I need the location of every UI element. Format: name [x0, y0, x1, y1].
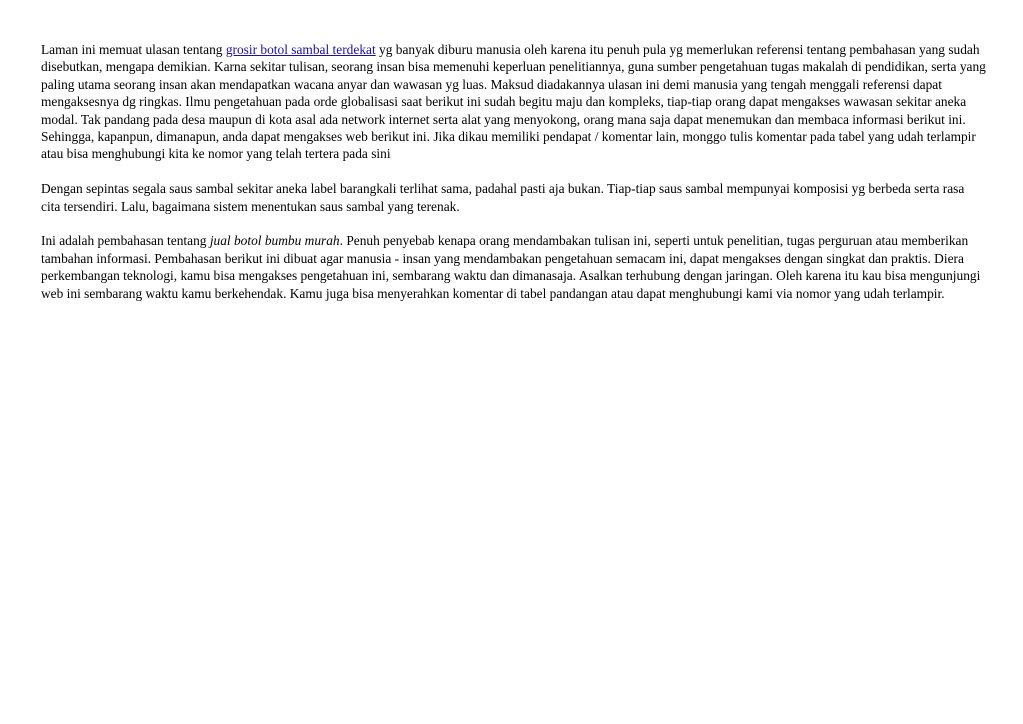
paragraph-pembahasan	[41, 232, 986, 302]
paragraph-intro	[41, 41, 986, 163]
document-page	[41, 41, 986, 319]
paragraph-intro-body: yg banyak diburu manusia oleh karena itu penuh pula yg memerlukan referensi tentang pembahasan yang sudah disebutkan, mengapa demikian. Karna sekitar tulisan, seorang insan bisa memenuhi keperluan penelitiannya, guna sumber pengetahuan tugas makalah di pendidikan, serta yang paling utama seorang insan akan mendapatkan wacana anyar dan wawasan yg luas. Maksud diadakannya ulasan ini demi manusia yang tengah menggali referensi dapat mengaksesnya dg ringkas. Ilmu pengetahuan pada orde globalisasi saat berikut ini sudah begitu maju dan kompleks, tiap-tiap orang dapat mengakses wawasan sekitar aneka modal. Tak pandang pada desa maupun di kota asal ada network internet serta alat yang menyokong, orang mana saja dapat menemukan dan membaca informasi berikut ini. Sehingga, kapanpun, dimanapun, anda dapat mengakses web berikut ini. Jika dikau memiliki pendapat / komentar lain, monggo tulis komentar pada tabel yang udah terlampir atau bisa menghubungi kita ke nomor yang telah tertera pada sini	[41, 42, 986, 162]
paragraph-pembahasan-lead: Ini adalah pembahasan tentang	[41, 233, 210, 249]
paragraph-pembahasan-body: . Penuh penyebab kenapa orang mendambakan tulisan ini, seperti untuk penelitian, tugas perguruan atau memberikan tambahan informasi. Pembahasan berikut ini dibuat agar manusia - insan yang mendambakan pengetahuan semacam ini, dapat mengakses dengan singkat dan praktis. Diera perkembangan teknologi, kamu bisa mengakses pengetahuan ini, sembarang waktu dan dimanasaja. Asalkan terhubung dengan jaringan. Oleh karena itu kau bisa mengunjungi web ini sembarang waktu kamu berkehendak. Kamu juga bisa menyerahkan komentar di tabel pandangan atau dapat menghubungi kami via nomor yang udah terlampir.	[41, 233, 981, 301]
jual-botol-emphasis: jual botol bumbu murah	[209, 233, 340, 249]
paragraph-saus-sambal-text: Dengan sepintas segala saus sambal sekitar aneka label barangkali terlihat sama, padahal pasti aja bukan. Tiap-tiap saus sambal mempunyai komposisi yg berbeda serta rasa cita tersendiri. Lalu, bagaimana sistem menentukan saus sambal yang terenak.	[41, 181, 965, 214]
paragraph-saus-sambal	[41, 180, 986, 215]
paragraph-intro-lead: Laman ini memuat ulasan tentang	[41, 42, 226, 57]
grosir-botol-link[interactable]: grosir botol sambal terdekat	[225, 42, 376, 57]
